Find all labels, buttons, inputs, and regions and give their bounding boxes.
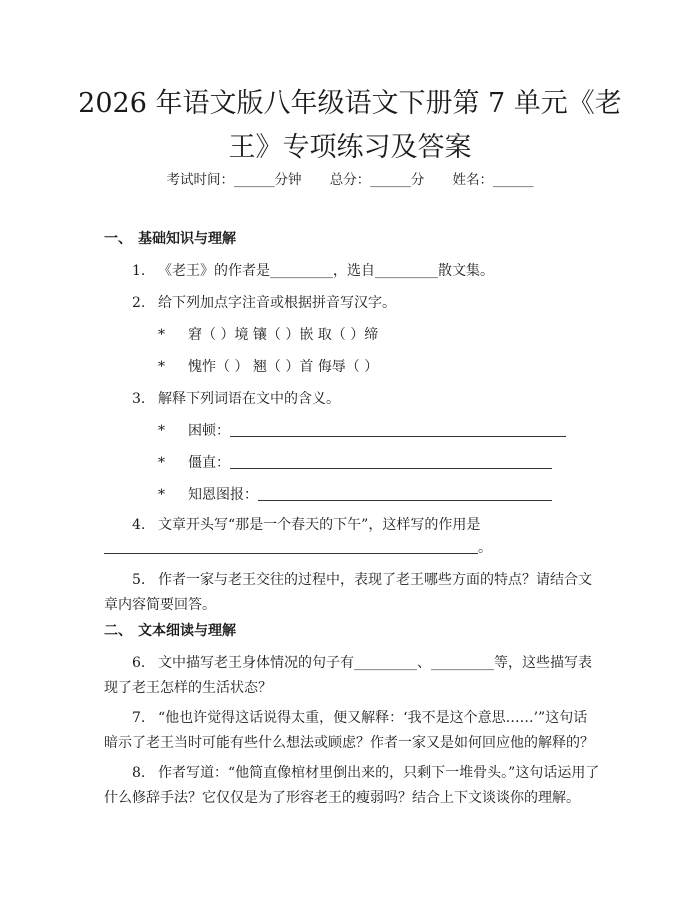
question-text: 作者写道：“他简直像棺材里倒出来的，只剩下一堆骨头。”这句话运用了什么修辞手法？它仅仅是为了形容老王的瘦弱吗？结合上下文谈谈你的理解。 (104, 765, 600, 806)
question-number: 1. (132, 263, 146, 279)
question-4 (132, 515, 480, 535)
question-text: 作者一家与老王交往的过程中，表现了老王哪些方面的特点？请结合文章内容简要回答。 (104, 572, 592, 613)
question-number: 2. (132, 295, 146, 311)
question-number: 8. (132, 765, 146, 781)
term: 知恩图报： (188, 487, 258, 503)
question-7 (104, 706, 600, 756)
student-name: 姓名：______ (452, 172, 534, 188)
bullet: * (158, 327, 165, 343)
bullet: * (158, 455, 165, 471)
question-3-item-2 (158, 453, 552, 473)
term: 僵直： (188, 455, 230, 471)
question-3 (132, 389, 340, 409)
term: 困顿： (188, 423, 230, 439)
question-8 (104, 761, 600, 811)
question-number: 3. (132, 391, 146, 407)
question-1 (132, 261, 494, 281)
question-3-item-3 (158, 485, 552, 505)
question-2-item-2 (158, 357, 378, 377)
section-number: 二、 (104, 623, 132, 639)
exam-meta (0, 170, 700, 190)
question-number: 5. (132, 572, 146, 588)
question-number: 6. (132, 655, 146, 671)
bullet: * (158, 359, 165, 375)
exam-score: 总分：______分 (329, 172, 425, 188)
question-text: 《老王》的作者是_________，选自_________散文集。 (158, 263, 494, 279)
item-text: 愧怍（ ） 翘（ ）首 侮辱（ ） (188, 359, 379, 375)
answer-line[interactable] (258, 486, 552, 501)
page-title: 2026 年语文版八年级语文下册第 7 单元《老王》专项练习及答案 (78, 88, 622, 163)
question-text: “他也许觉得这话说得太重，便又解释：‘我不是这个意思……’”这句话暗示了老王当时可能有些什么想法或顾虑？作者一家又是如何回应他的解释的？ (104, 710, 594, 751)
question-end: 。 (478, 540, 492, 556)
question-number: 4. (132, 517, 146, 533)
bullet: * (158, 423, 165, 439)
answer-line[interactable] (230, 454, 552, 469)
answer-line[interactable] (104, 539, 478, 554)
question-number: 7. (132, 710, 146, 726)
question-text: 文章开头写“那是一个春天的下午”，这样写的作用是 (158, 517, 481, 533)
exam-time: 考试时间：______分钟 (166, 172, 302, 188)
section-heading-1 (104, 229, 236, 249)
question-3-item-1 (158, 421, 566, 441)
question-text: 给下列加点字注音或根据拼音写汉字。 (158, 295, 396, 311)
item-text: 窘（ ）境 镶（ ）嵌 取（ ）缔 (188, 327, 379, 343)
question-text: 文中描写老王身体情况的句子有_________、_________等，这些描写表现了老王怎样的生活状态？ (104, 655, 592, 696)
question-2-item-1 (158, 325, 378, 345)
section-number: 一、 (104, 231, 132, 247)
question-2 (132, 293, 396, 313)
answer-line[interactable] (230, 422, 566, 437)
question-6 (104, 651, 600, 701)
bullet: * (158, 487, 165, 503)
section-title: 文本细读与理解 (138, 623, 236, 639)
section-heading-2 (104, 621, 236, 641)
section-title: 基础知识与理解 (138, 231, 236, 247)
question-4-answer (104, 538, 492, 558)
question-text: 解释下列词语在文中的含义。 (158, 391, 340, 407)
question-5 (104, 568, 600, 618)
